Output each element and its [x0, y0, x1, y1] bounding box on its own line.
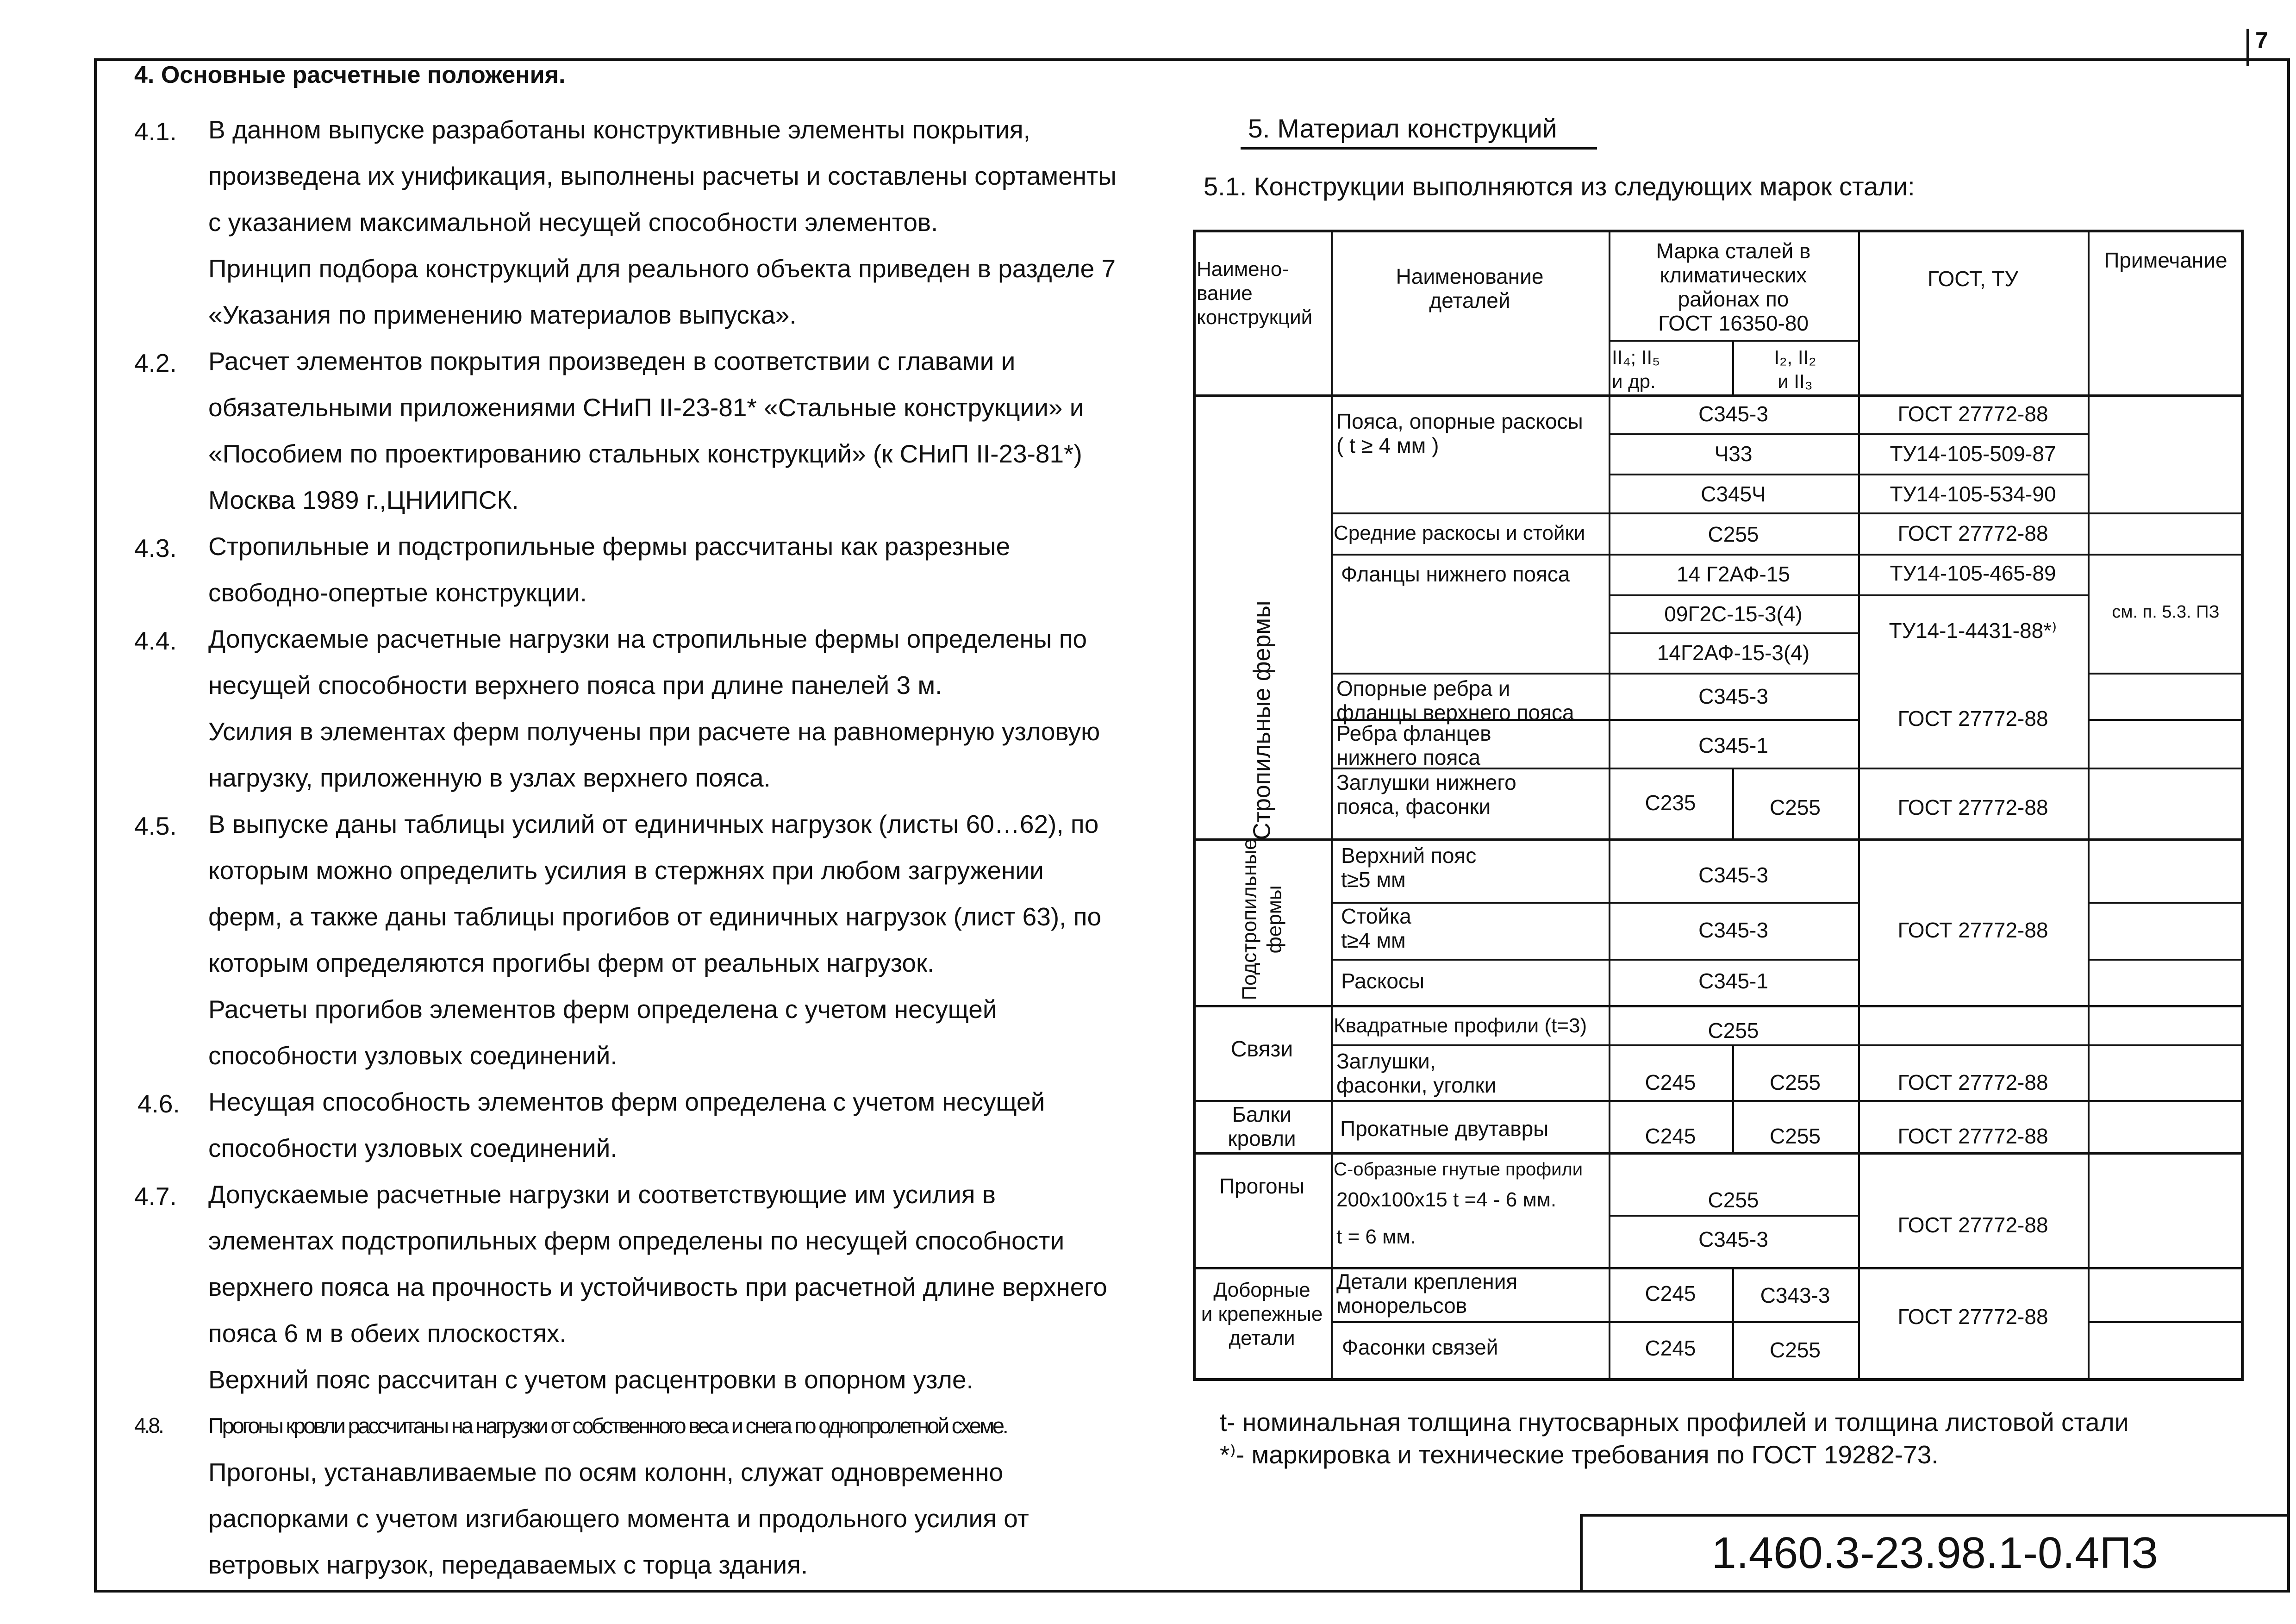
steel-cell: С255	[1770, 1338, 1821, 1362]
clause-line: с указанием максимальной несущей способности элементов.	[208, 208, 938, 237]
clause-line: В данном выпуске разработаны конструктивные элементы покрытия,	[208, 115, 1030, 144]
table-rule	[2088, 1321, 2244, 1323]
gost-cell: ГОСТ 27772-88	[1897, 1070, 2048, 1094]
clause-line: В выпуске даны таблицы усилий от единичных нагрузок (листы 60…62), по	[208, 810, 1099, 838]
steel-grades-table	[1193, 230, 2244, 1381]
clause-line: Расчет элементов покрытия произведен в соответствии с главами и	[208, 347, 1016, 375]
clause-number: 4.1.	[134, 117, 177, 146]
table-rule	[1193, 230, 2244, 232]
clause-line: способности узловых соединений.	[208, 1041, 618, 1070]
clause-line: Прогоны кровли рассчитаны на нагрузки от собственного веса и снега по однопролетной схеме.	[208, 1413, 1007, 1438]
clause-line: «Указания по применению материалов выпуска».	[208, 300, 797, 329]
table-rule	[1331, 673, 1858, 675]
steel-cell: Ч33	[1714, 442, 1753, 466]
steel-cell: С255	[1770, 1124, 1821, 1148]
table-rule	[1609, 474, 1858, 475]
steel-cell: С255	[1708, 1188, 1759, 1212]
steel-cell: 09Г2С-15-3(4)	[1664, 602, 1803, 626]
steel-cell: С255	[1708, 522, 1759, 546]
detail-chords: Пояса, опорные раскосы ( t ≥ 4 мм )	[1336, 409, 1583, 457]
steel-cell: С345-3	[1698, 918, 1768, 942]
clause-line: Допускаемые расчетные нагрузки и соответствующие им усилия в	[208, 1180, 996, 1209]
steel-cell: С343-3	[1760, 1283, 1830, 1307]
clause-line: которым можно определить усилия в стержнях при любом загружении	[208, 856, 1044, 885]
table-rule	[1331, 512, 2244, 514]
clause-line: пояса 6 м в обеих плоскостях.	[208, 1319, 567, 1348]
note-cell: см. п. 5.3. ПЗ	[2112, 602, 2220, 622]
document-code: 1.460.3-23.98.1-0.4ПЗ	[1711, 1528, 2159, 1578]
detail-tie-gussets: Фасонки связей	[1342, 1335, 1498, 1359]
table-rule	[1331, 902, 1858, 904]
table-rule	[1331, 230, 1333, 1378]
header-steel-zone-b: I₂, II₂ и II₃	[1774, 346, 1816, 392]
clause-line: Москва 1989 г.,ЦНИИПСК.	[208, 486, 519, 514]
header-construction: Наимено- вание конструкций	[1197, 258, 1313, 329]
steel-cell: С345Ч	[1701, 482, 1766, 506]
sheet-number: 7	[2255, 27, 2268, 53]
table-rule	[2241, 230, 2244, 1381]
section5-subtitle: 5.1. Конструкции выполняются из следующих марок стали:	[1204, 172, 1915, 201]
group-extra-parts: Доборные и крепежные детали	[1201, 1279, 1323, 1349]
group-subtruss: Подстропильные фермы	[1238, 838, 1286, 1000]
clause-line: Верхний пояс рассчитан с учетом расцентровки в опорном узле.	[208, 1365, 973, 1394]
steel-cell: 14 Г2АФ-15	[1676, 562, 1791, 586]
note-marking: *⁾- маркировка и технические требования по ГОСТ 19282-73.	[1220, 1440, 1939, 1469]
section4-title: 4. Основные расчетные положения.	[134, 62, 566, 88]
detail-plugs-gussets: Заглушки нижнего пояса, фасонки	[1336, 770, 1516, 818]
table-rule	[1193, 1378, 2244, 1381]
steel-cell: С345-3	[1698, 1227, 1768, 1251]
steel-cell: С245	[1645, 1336, 1696, 1360]
steel-cell: С345-3	[1698, 684, 1768, 708]
header-steel-zone-a: II₄; II₅ и др.	[1612, 346, 1660, 392]
note-thickness: t- номинальная толщина гнутосварных профилей и толщина листовой стали	[1220, 1408, 2129, 1437]
header-steel-grade: Марка сталей в климатических районах по ГОСТ 16350-80	[1656, 239, 1811, 335]
clause-line: обязательными приложениями СНиП II-23-81* «Стальные конструкции» и	[208, 393, 1084, 422]
detail-rolled-ibeams: Прокатные двутавры	[1340, 1117, 1549, 1141]
table-rule	[1858, 433, 2088, 435]
header-gost: ГОСТ, ТУ	[1928, 267, 2018, 291]
steel-cell: С255	[1708, 1018, 1759, 1043]
clause-line: которым определяются прогибы ферм от реальных нагрузок.	[208, 949, 935, 977]
detail-middle-braces: Средние раскосы и стойки	[1334, 522, 1585, 544]
table-rule	[2088, 959, 2244, 961]
steel-cell: С345-3	[1698, 863, 1768, 887]
steel-cell: С245	[1645, 1124, 1696, 1148]
clause-line: ферм, а также даны таблицы прогибов от единичных нагрузок (лист 63), по	[208, 902, 1102, 931]
table-rule	[1193, 1100, 2244, 1102]
clause-number: 4.2.	[134, 349, 177, 377]
steel-cell: С245	[1645, 1281, 1696, 1305]
table-rule	[2088, 230, 2090, 1378]
table-rule	[1193, 1152, 2244, 1155]
clause-number: 4.4.	[134, 626, 177, 655]
header-note: Примечание	[2104, 248, 2227, 272]
steel-cell: С255	[1770, 1070, 1821, 1094]
table-rule	[1609, 340, 1858, 342]
group-purlins: Прогоны	[1219, 1174, 1305, 1198]
clause-line: Усилия в элементах ферм получены при расчете на равномерную узловую	[208, 717, 1100, 746]
gost-cell: ТУ14-105-509-87	[1890, 442, 2056, 466]
gost-cell: ГОСТ 27772-88	[1897, 1124, 2048, 1148]
table-rule	[1331, 554, 2244, 556]
clause-line: Принцип подбора конструкций для реального объекта приведен в разделе 7	[208, 254, 1116, 283]
steel-cell: С345-3	[1698, 402, 1768, 426]
clause-line: Прогоны, устанавливаемые по осям колонн, служат одновременно	[208, 1458, 1004, 1487]
steel-cell: С245	[1645, 1070, 1696, 1094]
clause-line: ветровых нагрузок, передаваемых с торца здания.	[208, 1550, 808, 1579]
detail-square-profiles: Квадратные профили (t=3)	[1334, 1014, 1587, 1037]
clause-line: способности узловых соединений.	[208, 1134, 618, 1162]
clause-line: элементах подстропильных ферм определены по несущей способности	[208, 1226, 1065, 1255]
gost-cell: ГОСТ 27772-88	[1897, 402, 2048, 426]
table-rule	[1609, 632, 1858, 634]
table-rule	[1609, 433, 1858, 435]
clause-line: Допускаемые расчетные нагрузки на стропильные фермы определены по	[208, 625, 1087, 653]
steel-cell: С255	[1770, 795, 1821, 819]
clause-line: Несущая способность элементов ферм определена с учетом несущей	[208, 1087, 1045, 1116]
table-rule	[1609, 1215, 1858, 1217]
clause-line: нагрузку, приложенную в узлах верхнего пояса.	[208, 763, 771, 792]
clause-number: 4.8.	[134, 1413, 162, 1437]
clause-line: Стропильные и подстропильные фермы рассчитаны как разрезные	[208, 532, 1011, 561]
gost-cell: ТУ14-105-534-90	[1890, 482, 2056, 506]
group-ties: Связи	[1230, 1037, 1293, 1062]
detail-support-ribs: Опорные ребра и фланцы верхнего пояса	[1336, 676, 1574, 725]
detail-c-profile-size: 200x100x15 t =4 - 6 мм.	[1336, 1188, 1557, 1211]
detail-flange-ribs: Ребра фланцев нижнего пояса	[1336, 721, 1491, 769]
gost-cell: ГОСТ 27772-88	[1897, 521, 2048, 545]
group-roof-beams: Балки кровли	[1228, 1102, 1296, 1150]
table-rule	[1193, 1005, 2244, 1007]
clause-line: «Пособием по проектированию стальных конструкций» (к СНиП II-23-81*)	[208, 439, 1082, 468]
gost-cell: ГОСТ 27772-88	[1897, 1305, 2048, 1329]
table-rule	[1193, 230, 1196, 1381]
clause-number: 4.7.	[134, 1182, 177, 1211]
table-rule	[1609, 594, 1858, 596]
clause-number: 4.3.	[134, 534, 177, 562]
section5-title: 5. Материал конструкций	[1248, 114, 1557, 144]
table-rule	[1331, 1321, 1858, 1323]
clause-line: несущей способности верхнего пояса при длине панелей 3 м.	[208, 671, 942, 700]
gost-cell: ГОСТ 27772-88	[1897, 706, 2048, 731]
clause-number: 4.6.	[137, 1089, 180, 1118]
table-rule	[1858, 594, 2088, 596]
steel-cell: С345-1	[1698, 733, 1768, 757]
table-rule	[1858, 474, 2088, 475]
table-rule	[1193, 394, 2244, 397]
detail-bottom-flanges: Фланцы нижнего пояса	[1341, 562, 1570, 586]
table-rule	[1193, 838, 2244, 841]
clause-number: 4.5.	[134, 812, 177, 840]
clause-line: свободно-опертые конструкции.	[208, 578, 587, 607]
steel-cell: С235	[1645, 791, 1696, 815]
section5-underline	[1241, 147, 1597, 150]
table-rule	[1331, 1044, 2244, 1046]
detail-monorail-fasteners: Детали крепления монорельсов	[1336, 1269, 1518, 1318]
gost-cell: ТУ14-1-4431-88*⁾	[1889, 618, 2057, 643]
detail-c-profiles: С-образные гнутые профили	[1334, 1159, 1583, 1180]
clause-line: произведена их унификация, выполнены расчеты и составлены сортаменты	[208, 162, 1117, 190]
table-rule	[2088, 719, 2244, 721]
header-details: Наименование деталей	[1396, 264, 1544, 312]
detail-top-chord: Верхний пояс t≥5 мм	[1341, 843, 1477, 892]
steel-cell: 14Г2АФ-15-3(4)	[1657, 641, 1810, 665]
clause-line: верхнего пояса на прочность и устойчивость при расчетной длине верхнего	[208, 1273, 1107, 1301]
gost-cell: ТУ14-105-465-89	[1890, 561, 2056, 585]
group-truss: Стропильные фермы	[1248, 600, 1276, 840]
gost-cell: ГОСТ 27772-88	[1897, 918, 2048, 942]
gost-cell: ГОСТ 27772-88	[1897, 1213, 2048, 1237]
table-rule	[1331, 959, 1858, 961]
detail-braces: Раскосы	[1341, 969, 1425, 993]
clause-line: Расчеты прогибов элементов ферм определена с учетом несущей	[208, 995, 997, 1024]
detail-c-profile-thickness: t = 6 мм.	[1336, 1225, 1416, 1248]
steel-cell: С345-1	[1698, 969, 1768, 993]
clause-line: распорками с учетом изгибающего момента и продольного усилия от	[208, 1504, 1029, 1533]
detail-plugs-angles: Заглушки, фасонки, уголки	[1336, 1049, 1497, 1097]
gost-cell: ГОСТ 27772-88	[1897, 795, 2048, 819]
detail-post: Стойка t≥4 мм	[1341, 904, 1411, 952]
table-rule	[2088, 673, 2244, 675]
table-rule	[2088, 902, 2244, 904]
